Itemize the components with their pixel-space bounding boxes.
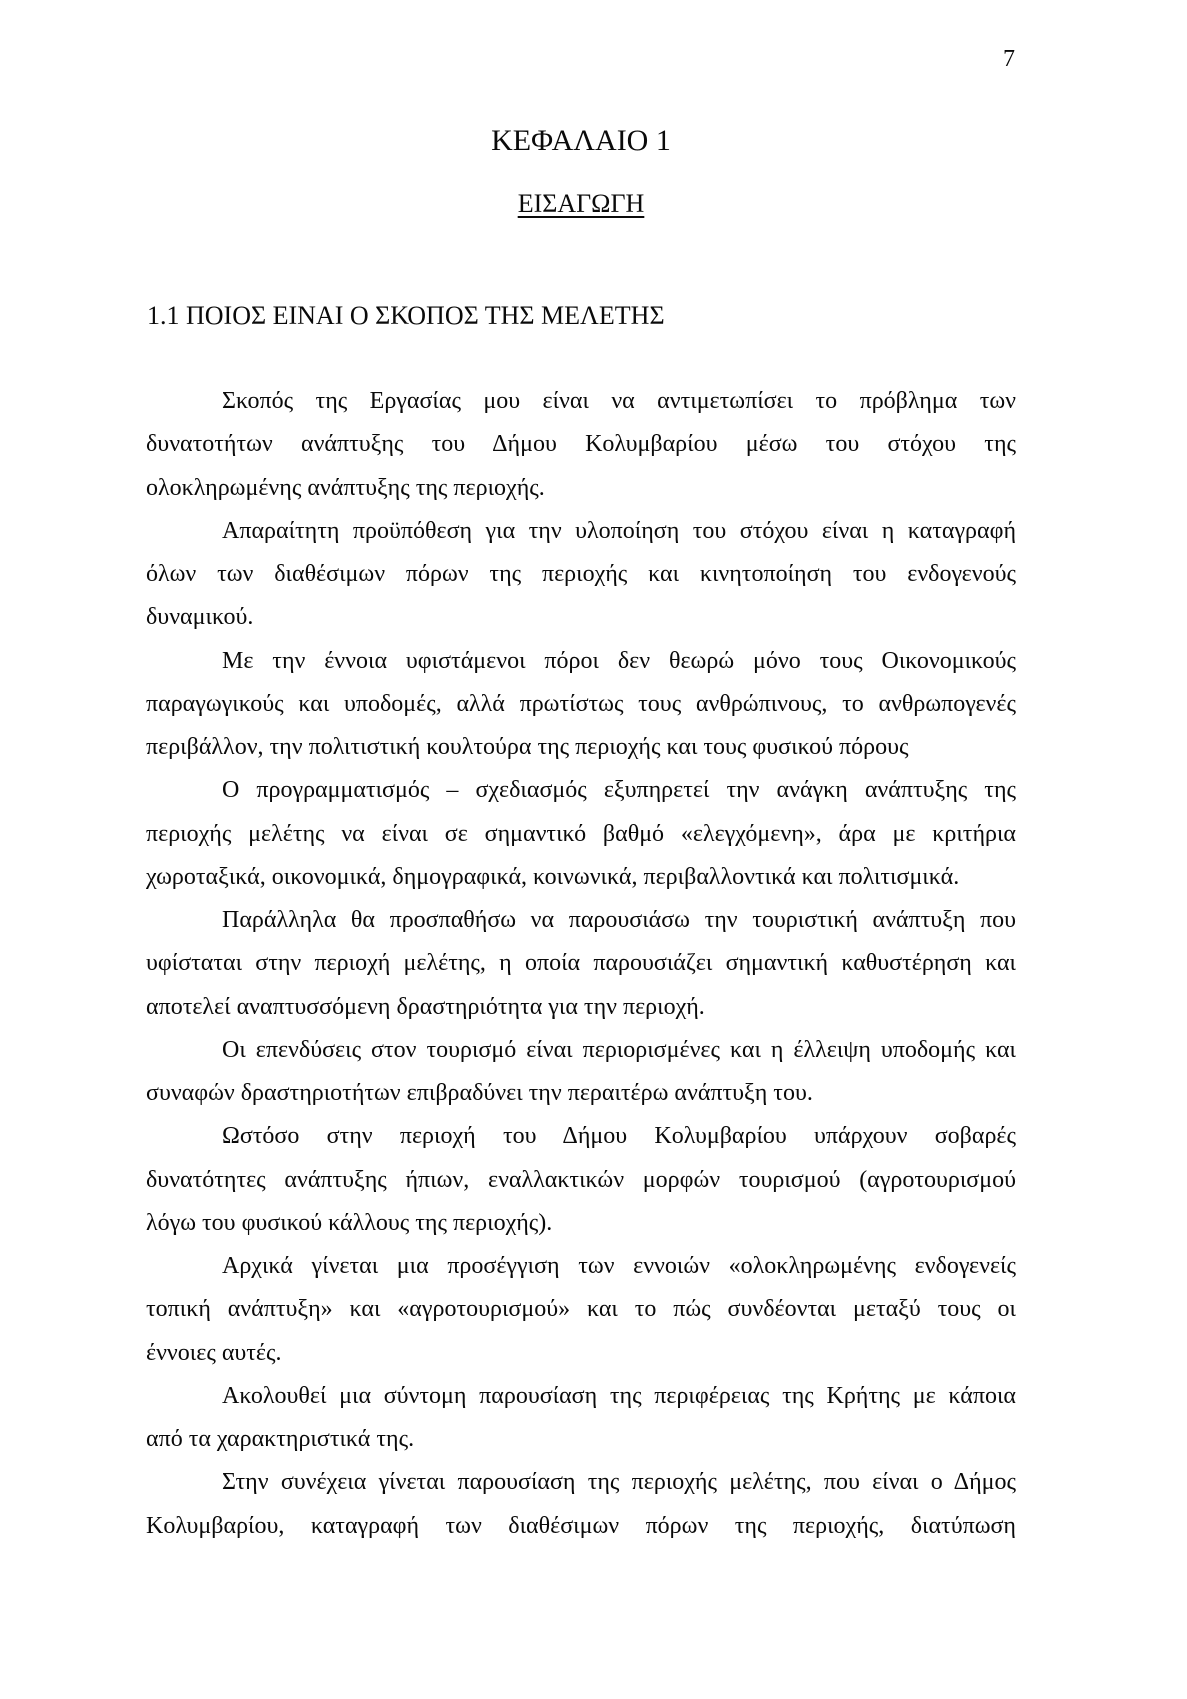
- text-line: δυνατότητες ανάπτυξης ήπιων, εναλλακτικών μορφών τουρισμού (αγροτουρισμού: [146, 1166, 1016, 1193]
- paragraph: [146, 1245, 1016, 1375]
- text-line: χωροταξικά, οικονομικά, δημογραφικά, κοινωνικά, περιβαλλοντικά και πολιτισμικά.: [146, 863, 960, 890]
- text-line: αποτελεί αναπτυσσόμενη δραστηριότητα για την περιοχή.: [146, 993, 705, 1020]
- text-line: περιβάλλον, την πολιτιστική κουλτούρα της περιοχής και τους φυσικού πόρους: [146, 734, 909, 760]
- text-line: παραγωγικούς και υποδομές, αλλά πρωτίστως τους ανθρώπινους, το ανθρωπογενές: [146, 690, 1016, 717]
- text-line: Ακολουθεί μια σύντομη παρουσίαση της περιφέρειας της Κρήτης με κάποια: [222, 1382, 1016, 1409]
- chapter-label: ΚΕΦΑΛΑΙΟ 1: [491, 124, 671, 157]
- text-line: Στην συνέχεια γίνεται παρουσίαση της περιοχής μελέτης, που είναι ο Δήμος: [222, 1469, 1016, 1496]
- text-line: Οι επενδύσεις στον τουρισμό είναι περιορισμένες και η έλλειψη υποδομής και: [222, 1036, 1016, 1063]
- text-line: Ωστόσο στην περιοχή του Δήμου Κολυμβαρίου υπάρχουν σοβαρές: [222, 1123, 1016, 1150]
- text-line: υφίσταται στην περιοχή μελέτης, η οποία παρουσιάζει σημαντική καθυστέρηση και: [146, 950, 1016, 977]
- section-heading: 1.1 ΠΟΙΟΣ ΕΙΝΑΙ Ο ΣΚΟΠΟΣ ΤΗΣ ΜΕΛΕΤΗΣ: [147, 301, 665, 330]
- chapter-title: [146, 184, 1016, 224]
- paragraph: [146, 769, 1016, 899]
- paragraph: [146, 1375, 1016, 1462]
- paragraph: [146, 1461, 1016, 1548]
- text-line: περιοχής μελέτης να είναι σε σημαντικό βαθμό «ελεγχόμενη», άρα με κριτήρια: [146, 820, 1016, 847]
- paragraph: [146, 899, 1016, 1029]
- text-line: συναφών δραστηριοτήτων επιβραδύνει την περαιτέρω ανάπτυξη του.: [146, 1080, 813, 1106]
- text-line: Με την έννοια υφιστάμενοι πόροι δεν θεωρώ μόνο τους Οικονομικούς: [222, 647, 1016, 674]
- text-line: ολοκληρωμένης ανάπτυξης της περιοχής.: [146, 474, 545, 501]
- text-line: Ο προγραμματισμός – σχεδιασμός εξυπηρετεί την ανάγκη ανάπτυξης της: [222, 777, 1016, 804]
- text-line: δυναμικού.: [146, 604, 254, 631]
- text-line: από τα χαρακτηριστικά της.: [146, 1426, 415, 1452]
- body-text: [146, 380, 1016, 1548]
- text-line: δυνατοτήτων ανάπτυξης του Δήμου Κολυμβαρίου μέσω του στόχου της: [146, 431, 1016, 458]
- text-line: Απαραίτητη προϋπόθεση για την υλοποίηση του στόχου είναι η καταγραφή: [222, 517, 1016, 544]
- text-line: τοπική ανάπτυξη» και «αγροτουρισμού» και το πώς συνδέονται μεταξύ τους οι: [146, 1296, 1016, 1323]
- paragraph: [146, 1029, 1016, 1116]
- page-number: 7: [1003, 46, 1015, 72]
- text-line: όλων των διαθέσιμων πόρων της περιοχής και κινητοποίηση του ενδογενούς: [146, 561, 1016, 587]
- text-line: Αρχικά γίνεται μια προσέγγιση των εννοιών «ολοκληρωμένης ενδογενείς: [222, 1253, 1016, 1279]
- paragraph: [146, 510, 1016, 640]
- text-line: Σκοπός της Εργασίας μου είναι να αντιμετωπίσει το πρόβλημα των: [222, 388, 1016, 414]
- paragraph: [146, 1115, 1016, 1245]
- paragraph: [146, 640, 1016, 770]
- text-line: έννοιες αυτές.: [146, 1339, 282, 1366]
- text-line: Παράλληλα θα προσπαθήσω να παρουσιάσω την τουριστική ανάπτυξη που: [222, 907, 1016, 933]
- text-line: Κολυμβαρίου, καταγραφή των διαθέσιμων πόρων της περιοχής, διατύπωση: [146, 1512, 1016, 1539]
- chapter-title-text: ΕΙΣΑΓΩΓΗ: [517, 189, 645, 218]
- text-line: λόγω του φυσικού κάλλους της περιοχής).: [146, 1209, 553, 1236]
- paragraph: [146, 380, 1016, 510]
